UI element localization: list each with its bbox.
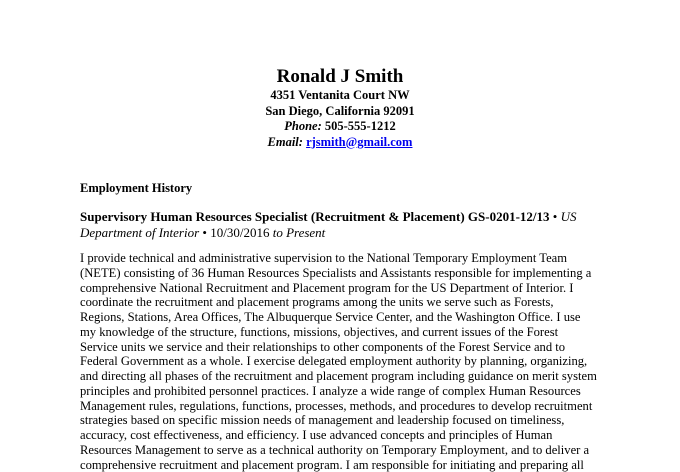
description-line: Service units we service and their relationships to other components of the Forest Service and to bbox=[80, 340, 600, 355]
street-address: 4351 Ventanita Court NW bbox=[0, 88, 680, 104]
job-organization: US Department of Interior bbox=[80, 209, 576, 240]
phone-label: Phone: bbox=[284, 119, 322, 133]
resume-header bbox=[0, 66, 680, 150]
email-label: Email: bbox=[268, 135, 303, 149]
description-line: Management rules, regulations, functions, processes, methods, and procedures to develop recruitment bbox=[80, 399, 600, 414]
description-line: Federal Government as a whole. I exercise delegated employment authority by planning, organizing, bbox=[80, 354, 600, 369]
email-link[interactable]: rjsmith@gmail.com bbox=[306, 135, 412, 149]
description-line: accuracy, cost effectiveness, and efficiency. I use advanced concepts and principles of Human bbox=[80, 428, 600, 443]
separator-bullet: • bbox=[553, 209, 558, 224]
description-line: Regions, Stations, Area Offices, The Albuquerque Service Center, and the Washington Office. I use bbox=[80, 310, 600, 325]
description-line: I provide technical and administrative supervision to the National Temporary Employment Team bbox=[80, 251, 600, 266]
description-line: my knowledge of the structure, functions, missions, objectives, and current issues of the Forest bbox=[80, 325, 600, 340]
job-start-date: 10/30/2016 bbox=[210, 225, 269, 240]
email-line bbox=[0, 135, 680, 151]
description-line: Resources Management to serve as a technical authority on Temporary Employment, and to deliver a bbox=[80, 443, 600, 458]
description-line: coordinate the recruitment and placement programs among the units we serve such as Forests, bbox=[80, 295, 600, 310]
separator-bullet: • bbox=[202, 225, 207, 240]
city-state-zip: San Diego, California 92091 bbox=[0, 104, 680, 120]
job-heading bbox=[80, 209, 600, 241]
job-description bbox=[80, 251, 600, 472]
description-line: comprehensive recruitment and placement program. I am responsible for initiating and preparing all bbox=[80, 458, 600, 472]
job-title: Supervisory Human Resources Specialist (Recruitment & Placement) GS-0201-12/13 bbox=[80, 209, 550, 224]
description-line: strategies based on specific mission needs of management and leadership focused on timeliness, bbox=[80, 413, 600, 428]
description-line: (NETE) consisting of 36 Human Resources Specialists and Assistants responsible for implementing a bbox=[80, 266, 600, 281]
description-line: principles and prohibited personnel practices. I analyze a wide range of complex Human Resources bbox=[80, 384, 600, 399]
phone-line bbox=[0, 119, 680, 135]
job-end-label: to Present bbox=[273, 225, 326, 240]
phone-number: 505-555-1212 bbox=[325, 119, 396, 133]
section-title-employment-history: Employment History bbox=[80, 181, 192, 196]
description-line: comprehensive National Recruitment and Placement program for the US Department of Interior. I bbox=[80, 281, 600, 296]
description-line: and directing all phases of the recruitment and placement program including guidance on merit system bbox=[80, 369, 600, 384]
applicant-name: Ronald J Smith bbox=[0, 66, 680, 88]
